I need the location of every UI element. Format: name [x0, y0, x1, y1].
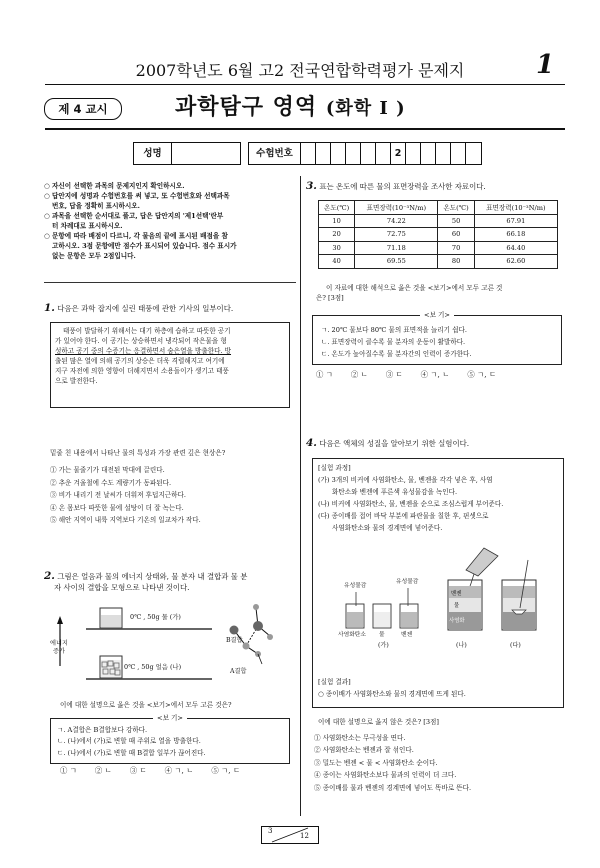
exam-number-cell[interactable]	[466, 143, 481, 164]
q1-passage-line: 가 있어야 한다. 이 공기는 상승하면서 냉각되어 작은물을 형	[55, 337, 227, 345]
beaker-b-label: 0℃ , 50g 얼음 (나)	[124, 663, 182, 671]
table-cell: 40	[319, 255, 355, 269]
benzene-label: 벤젠	[401, 632, 413, 638]
energy-label-line: 에너지	[50, 640, 68, 647]
q4-choice[interactable]: ① 사염화탄소는 무극성을 띤다.	[314, 734, 406, 742]
q1-stem-text: 다음은 과학 잡지에 실린 태풍에 관한 기사의 일부이다.	[57, 304, 234, 313]
q4-procedure-line: 화탄소와 벤젠에 푸른색 유성물감을 녹인다.	[332, 488, 458, 496]
q1-passage-line: 출된 많은 열에 의해 공기의 상승은 더욱 격렬해지고 여기에	[55, 357, 225, 365]
q4-procedure-line: 사염화탄소와 물의 경계면에 넣어준다.	[332, 524, 443, 532]
table-cell: 62.60	[474, 255, 557, 269]
subject-title	[175, 90, 406, 121]
exam-number-cell[interactable]	[331, 143, 346, 164]
q1-choices	[50, 464, 300, 527]
q2-stem	[44, 571, 300, 593]
q2-stem-line: 그림은 얼음과 물의 에너지 상태와, 물 분자 내 결합과 물 분	[57, 572, 248, 581]
instruction-line: ○ 문항에 따라 배점이 다르니, 각 물음의 끝에 표시된 배점을 참	[44, 232, 228, 240]
q3-stem	[306, 181, 562, 192]
q3-choice[interactable]: ③ ㄷ	[385, 370, 403, 379]
q2-choice[interactable]: ③ ㄷ	[129, 766, 147, 775]
q4-choice[interactable]: ③ 밀도는 벤젠 < 물 < 사염화탄소 순이다.	[314, 758, 438, 767]
table-row	[319, 214, 558, 228]
footer-total: 12	[300, 832, 309, 840]
table-cell: 69.55	[355, 255, 438, 269]
table-cell: 60	[438, 228, 474, 242]
subject-name: 과학탐구 영역	[175, 94, 318, 120]
q4-procedure-line: (가) 3개의 비커에 사염화탄소, 물, 벤젠을 각각 넣은 후, 사염	[318, 476, 493, 484]
bond-b-label: B결합	[226, 637, 243, 644]
ccl4-fill	[347, 612, 363, 627]
pouring-beaker	[466, 548, 498, 576]
q3-choice[interactable]: ④ ㄱ, ㄴ	[420, 370, 450, 379]
q1-choice[interactable]: ④ 온 몸보다 따뜻한 물에 설탕이 더 잘 녹는다.	[50, 503, 184, 512]
layer-label-3: 사염화	[449, 618, 465, 624]
paint-label-1: 유성물감	[344, 583, 367, 589]
subject-subtitle: (화학 I )	[325, 98, 406, 119]
q2-choice[interactable]: ④ ㄱ, ㄴ	[164, 766, 194, 775]
exam-number-cell[interactable]	[436, 143, 451, 164]
q3-bogi-item: ㄷ. 온도가 높아질수록 물 분자간의 인력이 증가한다.	[321, 350, 472, 358]
paint-label-2: 유성물감	[396, 579, 419, 585]
notice-rule	[44, 282, 296, 283]
q4-choices	[314, 732, 560, 794]
table-header: 표면장력(10⁻³N/m)	[355, 201, 438, 215]
q3-table	[318, 200, 558, 269]
q4-stem-text: 다음은 액체의 성질을 알아보기 위한 실험이다.	[319, 439, 470, 448]
footer-page: 3	[268, 827, 273, 835]
ice-fill	[101, 660, 121, 677]
benzene-fill	[401, 612, 417, 627]
instruction-line: ○ 답안지에 성명과 수험번호를 써 넣고, 또 수험번호와 선택과목	[44, 192, 230, 200]
q4-procedure-line: (다) 종이배를 접어 바닥 부분에 파란물을 칠한 후, 핀셋으로	[318, 512, 489, 520]
header-rule	[45, 84, 565, 85]
exam-number-digit: 2	[391, 143, 406, 164]
table-header-row	[319, 201, 558, 215]
exam-number-label: 수험번호	[249, 143, 301, 164]
table-cell: 50	[438, 214, 474, 228]
q4-procedure-line: (나) 비커에 사염화탄소, 물, 벤젠을 순으로 조심스럽게 부어준다.	[318, 500, 504, 508]
q2-bogi-item: ㄱ. A결합은 B결합보다 강하다.	[57, 726, 148, 734]
label-na: (나)	[456, 642, 467, 649]
table-row	[319, 255, 558, 269]
exam-number-cell[interactable]	[316, 143, 331, 164]
q1-question: 밑줄 친 내용에서 나타난 물의 특성과 가장 관련 깊은 현상은?	[50, 449, 226, 457]
q1-choice[interactable]: ① 가는 물줄기가 대전된 막대에 끌린다.	[50, 466, 165, 474]
layer-label-1: 벤젠	[451, 591, 462, 597]
name-label: 성명	[134, 143, 172, 164]
bond-a-label: A결합	[230, 668, 247, 675]
q3-question	[316, 283, 566, 303]
layer-label-2: 물	[454, 603, 460, 609]
q2-choices	[60, 765, 258, 776]
q1-passage-line: 으로 발전한다.	[55, 377, 98, 385]
q1-passage-line: 성하고 공기 중의 수증기는 응결하면서 숨은열을 방출한다. 방	[55, 347, 232, 355]
q2-number: 2.	[44, 570, 55, 582]
q1-choice[interactable]: ⑤ 해안 지역이 내륙 지역보다 기온의 일교차가 작다.	[50, 516, 201, 525]
q2-choice[interactable]: ⑤ ㄱ, ㄷ	[211, 766, 241, 775]
instructions	[44, 181, 296, 261]
footer-page-box	[261, 826, 319, 844]
q3-bogi-title: <보 기>	[313, 310, 561, 320]
instruction-line: 번호, 답을 정확히 표시하시오.	[52, 202, 140, 210]
page-number: 1	[536, 50, 555, 80]
table-cell: 20	[319, 228, 355, 242]
q3-bogi-item: ㄱ. 20℃ 물보다 80℃ 물의 표면적을 늘리기 쉽다.	[321, 326, 467, 334]
exam-number-cell[interactable]	[421, 143, 436, 164]
q2-bogi-title: <보 기>	[51, 713, 289, 723]
layer-bottom-da	[503, 612, 535, 629]
water-fill	[374, 612, 390, 627]
table-header: 표면장력(10⁻³N/m)	[474, 201, 557, 215]
instruction-line: 터 차례대로 표시하시오.	[52, 222, 123, 230]
table-row	[319, 241, 558, 255]
label-ga: (가)	[378, 642, 389, 649]
table-cell: 64.40	[474, 241, 557, 255]
q2-bogi-box	[50, 714, 290, 764]
exam-number-box	[248, 142, 482, 165]
energy-arrow-head	[57, 616, 63, 624]
q2-choice[interactable]: ② ㄴ	[94, 766, 112, 775]
exam-title: 2007학년도 6월 고2 전국연합학력평가 문제지	[135, 61, 465, 80]
q4-result-title: [실험 결과]	[318, 678, 351, 686]
q4-choice[interactable]: ② 사염화탄소는 벤젠과 잘 섞인다.	[314, 746, 414, 755]
period-badge: 제 4 교시	[44, 98, 122, 120]
instruction-line: ○ 자신이 선택한 과목의 문제지인지 확인하시오.	[44, 182, 185, 190]
table-cell: 70	[438, 241, 474, 255]
water-fill	[101, 615, 121, 627]
q2-choice[interactable]: ① ㄱ	[60, 766, 77, 775]
table-cell: 10	[319, 214, 355, 228]
name-field[interactable]	[172, 143, 240, 164]
water-molecules	[230, 604, 274, 664]
instruction-line: 없는 문항은 모두 2점입니다.	[52, 252, 136, 260]
q3-question-line: 이 자료에 대한 해석으로 옳은 것을 <보기>에서 모두 고른 것	[326, 284, 503, 292]
table-cell: 67.91	[474, 214, 557, 228]
q4-result-text: ○ 종이배가 사염화탄소와 물의 경계면에 뜨게 된다.	[318, 690, 466, 698]
exam-number-cell[interactable]	[406, 143, 421, 164]
column-divider	[300, 176, 301, 816]
q4-number: 4.	[306, 437, 317, 449]
exam-number-cell[interactable]	[376, 143, 391, 164]
q4-stem	[306, 438, 562, 449]
q4-choice[interactable]: ⑤ 종이배를 물과 벤젠의 경계면에 넣어도 똑바로 뜬다.	[314, 783, 472, 792]
layer-top-da	[503, 586, 535, 598]
q1-passage-box	[50, 322, 290, 408]
q3-choices	[316, 369, 514, 380]
q2-stem-line: 자 사이의 결합을 모형으로 나타낸 것이다.	[54, 583, 190, 592]
q3-stem-text: 표는 온도에 따른 물의 표면장력을 조사한 자료이다.	[319, 182, 486, 191]
table-cell: 72.75	[355, 228, 438, 242]
exam-number-cell[interactable]	[346, 143, 361, 164]
table-cell: 30	[319, 241, 355, 255]
table-cell: 80	[438, 255, 474, 269]
q1-passage-line: 태풍이 발달하기 위해서는 대기 하층에 습하고 따뜻한 공기	[63, 327, 231, 335]
q2-bogi-item: ㄷ. (나)에서 (가)로 변할 때 B결합 일부가 끊어진다.	[57, 748, 206, 757]
q4-result	[318, 676, 558, 700]
q3-choice[interactable]: ① ㄱ	[316, 370, 333, 379]
q3-bogi-box	[312, 311, 562, 365]
table-cell: 74.22	[355, 214, 438, 228]
q3-choice[interactable]: ② ㄴ	[350, 370, 368, 379]
table-row	[319, 228, 558, 242]
q1-stem	[44, 303, 300, 314]
energy-label	[44, 640, 74, 656]
table-cell: 66.18	[474, 228, 557, 242]
energy-label-line: 증가	[53, 648, 65, 655]
q1-choice[interactable]: ③ 비가 내리기 전 날씨가 더워져 후덥지근하다.	[50, 491, 186, 500]
instruction-line: 고하시오. 3점 문항에만 점수가 표시되어 있습니다. 점수 표시가	[52, 242, 237, 250]
q4-choice[interactable]: ④ 종이는 사염화탄소보다 물과의 인력이 더 크다.	[314, 771, 457, 780]
instruction-line: ○ 과목을 선택한 순서대로 풀고, 답은 답안지의 '제1선택'란부	[44, 212, 224, 220]
exam-number-cell[interactable]	[301, 143, 316, 164]
q3-question-line: 은? [3점]	[316, 294, 344, 302]
q2-figure	[44, 596, 300, 690]
water-label: 물	[379, 632, 385, 638]
beaker-a-label: 0℃ , 50g 물 (가)	[130, 613, 181, 621]
ccl4-label: 사염화탄소	[338, 632, 366, 638]
q2-bogi-item: ㄴ. (나)에서 (가)로 변할 때 주위로 열을 방출한다.	[57, 737, 201, 746]
label-da: (다)	[510, 642, 521, 649]
title-rule	[45, 128, 565, 130]
q4-question: 이에 대한 설명으로 옳지 않은 것은? [3점]	[318, 718, 439, 726]
exam-number-cell[interactable]	[451, 143, 466, 164]
q1-passage-line: 지구 자전에 의한 영향이 더해지면서 소용돌이가 생기고 태풍	[55, 367, 229, 375]
table-header: 온도(℃)	[319, 201, 355, 215]
q3-number: 3.	[306, 180, 317, 192]
q3-bogi-item: ㄴ. 표면장력이 클수록 물 분자의 운동이 활발하다.	[321, 338, 466, 346]
q1-choice[interactable]: ② 추운 겨울철에 수도 계량기가 동파된다.	[50, 478, 172, 487]
q1-number: 1.	[44, 302, 55, 314]
name-box	[133, 142, 241, 165]
q4-procedure-title: [실험 과정]	[318, 464, 351, 472]
table-header: 온도(℃)	[438, 201, 474, 215]
q2-question: 이에 대한 설명으로 옳은 것을 <보기>에서 모두 고른 것은?	[60, 701, 232, 709]
exam-number-cell[interactable]	[361, 143, 376, 164]
table-cell: 71.18	[355, 241, 438, 255]
q3-choice[interactable]: ⑤ ㄱ, ㄷ	[467, 370, 497, 379]
